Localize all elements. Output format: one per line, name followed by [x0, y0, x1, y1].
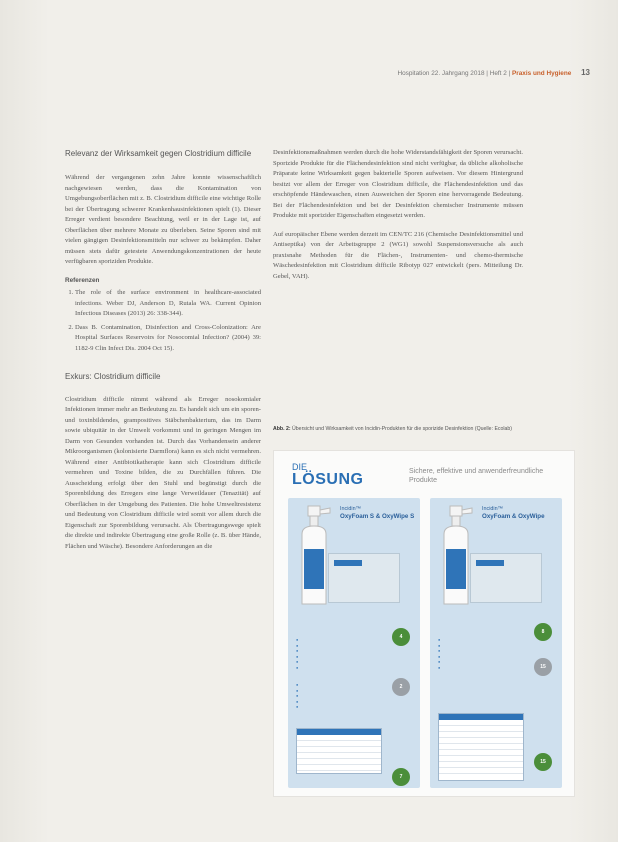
feature-list — [438, 638, 520, 672]
efficacy-table — [438, 713, 524, 781]
left-column — [65, 148, 261, 560]
contact-time-badge: 15 — [534, 658, 552, 676]
journal-info: Hospitation 22. Jahrgang 2018 | Heft 2 | — [397, 70, 511, 77]
spray-bottle-icon — [294, 504, 332, 609]
contact-time-badge: 8 — [534, 623, 552, 641]
running-head — [397, 68, 590, 77]
figure-title-big: LÖSUNG — [292, 471, 364, 488]
product-name: OxyFoam & OxyWipe — [482, 513, 545, 520]
figure-caption — [273, 426, 543, 434]
section-title: Praxis und Hygiene — [512, 70, 572, 77]
figure-title-small: DIE — [292, 462, 308, 472]
paragraph: Auf europäischer Ebene werden derzeit im CEN/TC 216 (Chemische Desinfektionsmittel und Antiseptika) von der Arbeitsgruppe 2 (WG1) sowohl Suspensionsversuche als auch praxisnahe Methoden für die Flächen-, Instrumenten- und chemo-thermische Wäschedesinfektion mit Clostridium difficile Ribotyp 027 entwickelt (pers. Mitteilung Dr. Gebel, VAH). — [273, 230, 523, 280]
feature-list — [296, 638, 378, 672]
paragraph: Desinfektionsmaßnahmen werden durch die hohe Widerstandsfähigkeit der Sporen verursacht. Sporizide Produkte für die Flächendesinfektion sind nicht verfügbar, da übliche alkoholische Präparate keine Wirksamkeit gegen bakterielle Sporen aufweisen. Vor diesem Hintergrund besitzt vor allem der Erreger von Clostridium difficile, die Flächendesinfektion und das erschöpfende Händewaschen, einen Ausweichen der Sporen eine hervorragende Bedeutung. Bei der Flächendesinfektion und bei der Desinfektion chemischer Instrumente müssen Produkte mit sporizider Eigenschaften eingesetzt werden. — [273, 149, 523, 219]
right-column — [273, 148, 523, 290]
product-figure — [273, 450, 575, 797]
product-panel-left — [288, 498, 420, 788]
wipes-box-icon — [470, 553, 542, 603]
product-brand: Incidin™ — [340, 506, 361, 512]
product-brand: Incidin™ — [482, 506, 503, 512]
caption-label: Abb. 2: — [273, 426, 291, 432]
figure-subtitle: Sichere, effektive und anwenderfreundliche Produkte — [409, 468, 544, 484]
spray-bottle-icon — [436, 504, 474, 609]
reference-item: 1. The role of the surface environment in healthcare-associated infections. Weber DJ, Anderson D, Rutala WA. Current Opinion Infectious Diseases (2013) 26: 338-344). — [75, 288, 261, 320]
wipes-box-icon — [328, 553, 400, 603]
exkurs-heading: Exkurs: Clostridium difficile — [65, 372, 161, 381]
paragraph: Clostridium difficile nimmt während als Erreger nosokomialer Infektionen immer mehr an Bedeutung zu. Es handelt sich um ein sporen- und toxinbildendes, grampositives Stäbchenbakterium, das im Darm sowie ubiquitär in der Umwelt vorkommt und in geringen Mengen im Darm von Gesunden vorhanden ist. Durch das Vorhandensein anderer Mikroorganismen (kolonisierte Darmflora) kann es sich nicht vermehren. Während einer Antibiotikatherapie kann sich Clostridium difficile vermehren und Toxine bilden, die zu Durchfällen führen. Die Ausscheidung erfolgt über den Stuhl und begünstigt durch die Sporenbildung des Erregers eine lange Verweildauer (Tenazität) auf Oberflächen in der Umgebung des Patienten. Die hohe Umweltresistenz und Bedeutung von Clostridium difficile wird somit vor allem durch die Eigenschaft zur Sporenbildung verursacht. Als Übertragungswege spielt die direkte und indirekte Übertragung eine große Rolle (z. B. über Hände, Flächen und Wäsche). Besondere Anforderungen an die — [65, 395, 261, 550]
figure-title — [292, 463, 363, 488]
efficacy-table — [296, 728, 382, 774]
contact-time-badge: 15 — [534, 753, 552, 771]
reference-item: 2. Dass B. Contamination, Disinfection and Cross-Colonization: Are Hospital Surfaces Reservoirs for Nosocomial Infection? (2004) 39: 1182-9 Clin Infect Dis. 2004 Oct 15). — [75, 323, 261, 355]
caption-text: Übersicht und Wirksamkeit von Incidin-Produkten für die sporizide Desinfektion (Quelle: Ecolab) — [292, 426, 513, 432]
product-title — [482, 506, 558, 521]
paragraph: Während der vergangenen zehn Jahre konnte wissenschaftlich nachgewiesen werden, dass die Kontamination von Umgebungsoberflächen mit z. B. Clostridium difficile eine wichtige Rolle bei der Übertragung schwerer Krankenhausinfektionen spielt (1). Dieser Erreger verdient besondere Beachtung, weil er in der Lage ist, auf Oberflächen über mehrere Monate zu überleben. Seine Sporen sind mit vielen gängigen Desinfektionsmitteln nur schwer zu bekämpfen. Daher müssen stets dafür getestete Anwendungskonzentrationen der heute verfügbaren sporiziden Produkte. — [65, 174, 261, 265]
contact-time-badge: 7 — [392, 768, 410, 786]
contact-time-badge: 4 — [392, 628, 410, 646]
product-title — [340, 506, 416, 521]
page-number: 13 — [581, 68, 590, 77]
feature-list — [296, 683, 378, 711]
references-title: Referenzen — [65, 276, 100, 284]
references-list — [65, 288, 261, 354]
section-heading: Relevanz der Wirksamkeit gegen Clostridium difficile — [65, 149, 252, 158]
product-panel-right — [430, 498, 562, 788]
contact-time-badge: 2 — [392, 678, 410, 696]
product-name: OxyFoam S & OxyWipe S — [340, 513, 415, 520]
